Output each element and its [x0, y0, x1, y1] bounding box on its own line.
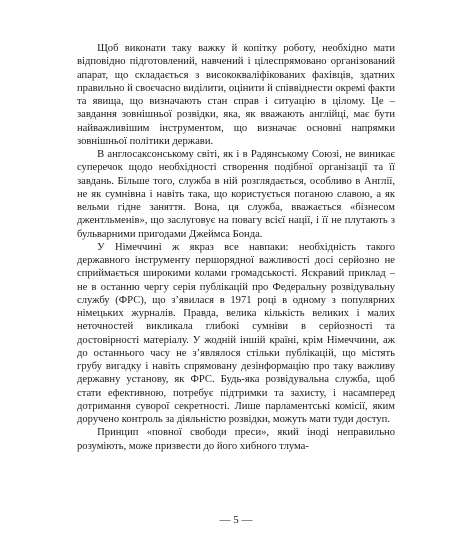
- body-text: [77, 42, 395, 453]
- paragraph: Щоб виконати таку важку й копітку роботу, необхідно мати відповідно підготовлений, навчений і цілеспрямовано організований апарат, що складається з висококваліфікованих фахівців, здатних правильно й своєчасно виділити, оцінити й співвіднести окремі факти та явища, що визначають стан справ і ситуацію в цілому. Це – завдання зовнішньої розвідки, яка, як вважають англійці, має бути найважливішим інструментом, що визначає основні напрямки зовнішньої політики держави.: [77, 43, 395, 147]
- paragraph: Принцип «повної свободи преси», який іноді неправильно розуміють, може призвести до його хибного тлума-: [77, 427, 395, 452]
- page-number: — 5 —: [219, 514, 253, 526]
- paragraph: У Німеччині ж якраз все навпаки: необхідність такого державного інструменту першорядної важливості досі серйозно не сприймається широкими колами громадськості. Яскравий приклад – не в останню чергу серія публікацій про Федеральну розвідувальну службу (ФРС), що з’явилася в 1971 році в одному з популярних німецьких журналів. Правда, велика кількість великих і малих неточностей викликала глибокі сумніви в серйозності та достовірності матеріалу. У жодній іншій країні, крім Німеччини, аж до останнього часу не з’являлося стільки публікацій, що містять грубу вигадку і навіть спрямовану дезінформацію про таку важливу державну установу, як ФРС. Будь-яка розвідувальна служба, щоб стати ефективною, потребує підтримки та захисту, і насамперед дотримання суворої секретності. Лише парламентські комісії, яким доручено контроль за діяльністю розвідки, можуть мати туди доступ.: [77, 241, 395, 425]
- paragraph: В англосаксонському світі, як і в Радянському Союзі, не виникає суперечок щодо необхідності створення подібної організації та її завдань. Більше того, служба в ній розглядається, особливо в Англії, не як сумнівна і навіть така, що користується поганою славою, а як вельми гідне заняття. Вона, ця служба, вважається «бізнесом джентльменів», що заслуговує на повагу всієї нації, і її не плутають з бульварними пригодами Джеймса Бонда.: [77, 149, 395, 240]
